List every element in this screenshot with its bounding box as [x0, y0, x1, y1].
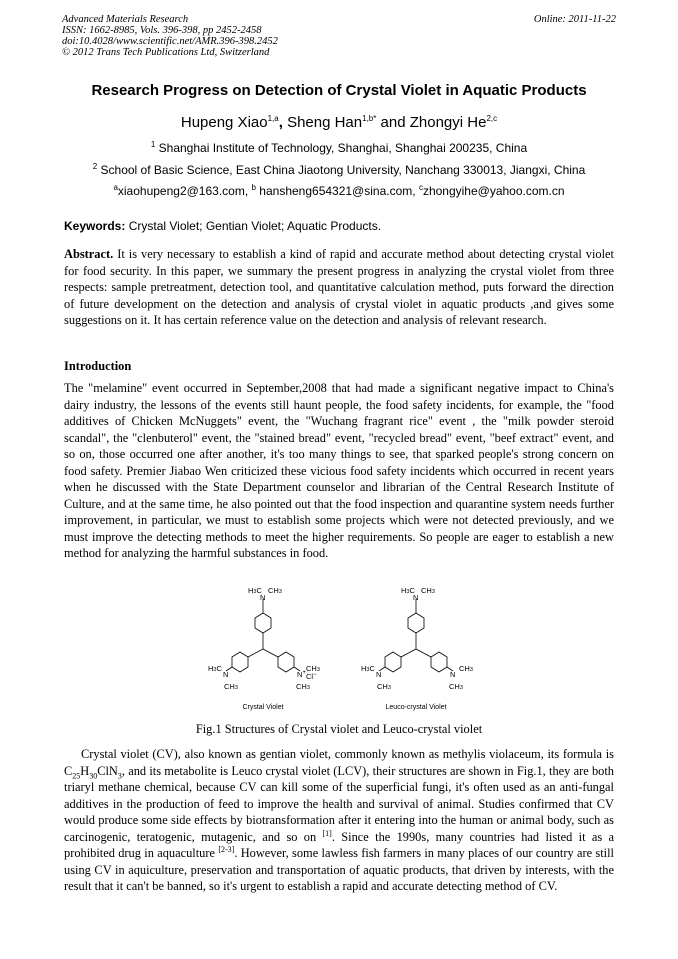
- chem-label: H3C: [361, 664, 375, 673]
- chem-label: N+: [297, 670, 306, 679]
- chem-label: CH3: [306, 664, 320, 673]
- text-run: Crystal violet (CV), also known as gentian violet, commonly known as methylis violaceum, its formula is C: [64, 747, 614, 778]
- aff-sup: 2: [92, 162, 98, 171]
- figure-caption: Fig.1 Structures of Crystal violet and Leuco-crystal violet: [195, 722, 483, 736]
- body-paragraph: [64, 746, 614, 895]
- chem-label: Cl−: [306, 672, 317, 681]
- doi: doi:10.4028/www.scientific.net/AMR.396-398.2452: [62, 36, 278, 47]
- affiliation-2: [40, 163, 638, 177]
- chem-label: N: [413, 593, 419, 602]
- author-name: Zhongyi He: [409, 114, 487, 131]
- figure-label-left: Crystal Violet: [242, 704, 284, 711]
- chem-label: N: [450, 670, 456, 679]
- keywords-text: Crystal Violet; Gentian Violet; Aquatic Products.: [125, 219, 382, 233]
- chem-label: N: [223, 670, 229, 679]
- author-sep: ,: [278, 114, 288, 131]
- section-heading-introduction: Introduction: [64, 359, 132, 373]
- subscript: 3: [117, 770, 122, 780]
- keywords: [64, 219, 614, 233]
- aff-text: Shanghai Institute of Technology, Shanghai, Shanghai 200235, China: [158, 141, 528, 155]
- paper-title: Research Progress on Detection of Crystal Violet in Aquatic Products: [91, 82, 587, 99]
- figure-structures: [196, 585, 486, 715]
- author-and: and: [376, 114, 410, 131]
- text-run: ClN: [97, 763, 118, 778]
- chem-label: H3C: [401, 586, 415, 595]
- chem-label: H3C: [208, 664, 222, 673]
- text-run: . Since the 1990s, many countries had listed it as a prohibited drug in aquaculture: [64, 829, 614, 860]
- abstract-text: It is very necessary to establish a kind of rapid and accurate method about detecting crystal violet for food security. In this paper, we summary the present progress in analyzing the crystal violet from three respects: sample pretreatment, detection tool, and quantitative calculation method, puts forward the direction of future development on the detection and analysis of crystal violet in aquatic products ,and gives some suggestions on it. It has certain reference value on the detection and analysis of relevant research.: [64, 247, 614, 327]
- text-run: . However, some lawless fish farmers in many places of our country are still using CV in aquiculture, preservation and transportation of aquatic products, that driven by interests, with the result that it can't be banned, so it's urgent to establish a rapid and accurate detecting method of CV.: [64, 846, 615, 893]
- author-list: [40, 114, 638, 131]
- author-sup: 1,b*: [362, 114, 377, 123]
- chem-label: H3C: [248, 586, 262, 595]
- copyright: © 2012 Trans Tech Publications Ltd, Switzerland: [62, 47, 270, 58]
- author-sup: 1,a: [267, 114, 279, 123]
- chem-label: N: [376, 670, 382, 679]
- citation: [1]: [322, 828, 332, 838]
- intro-paragraph: The "melamine" event occurred in September,2008 that had made a significant negative impact to China's dairy industry, the lessons of the events still haunt people, the food safety incidents, for example, the "food additives of Chicken McNuggets" event, the "Wuchang fragrant rice" event , the "milk powder steroid scandal", the "clenbuterol" event, the "stained bread" event, "recycled bread" event, "beef extract" event, and so on, those occurred one after another, it's too many things to see, that sparked people's strong concern on food safety. Premier Jiabao Wen criticized these vicious food safety incidents which occurred in recent years when he discussed with the State Department counselor and librarian of the Central Research Institute of Culture, and at the same time, he also pointed out that the food inspection and quarantine system needs further improvement, in particular, we must to establish some projects which were not detected previously, and we must improve the detecting methods to meet the higher requirements. So people are eager to establish a new method for analyzing the harmful substances in food.: [64, 381, 614, 560]
- author-name: Hupeng Xiao: [180, 114, 268, 131]
- abstract: [64, 246, 614, 329]
- aff-sup: b: [251, 183, 256, 192]
- chem-label: N: [260, 593, 266, 602]
- aff-sup: c: [418, 183, 423, 192]
- author-name: Sheng Han: [287, 114, 363, 131]
- chem-label: CH3: [268, 586, 282, 595]
- figure-label-right: Leuco-crystal Violet: [385, 704, 447, 711]
- page-header: [62, 14, 616, 58]
- citation: [2-3]: [218, 844, 235, 854]
- email-c: zhongyihe@yahoo.com.cn: [422, 184, 565, 198]
- aff-sup: a: [113, 183, 118, 192]
- text-run: H: [80, 763, 90, 778]
- affiliation-1: [40, 141, 638, 155]
- chem-label: CH3: [377, 682, 391, 691]
- aff-sup: 1: [150, 140, 156, 149]
- chem-label: CH3: [421, 586, 435, 595]
- chem-label: CH3: [296, 682, 310, 691]
- email-a: xiaohupeng2@163.com,: [117, 184, 252, 198]
- author-sup: 2,c: [486, 114, 498, 123]
- online-date: Online: 2011-11-22: [533, 14, 616, 25]
- abstract-label: Abstract.: [64, 247, 114, 261]
- email-b: hansheng654321@sina.com,: [259, 184, 419, 198]
- subscript: 25: [72, 770, 81, 780]
- subscript: 30: [89, 770, 98, 780]
- chem-label: CH3: [459, 664, 473, 673]
- issn: ISSN: 1662-8985, Vols. 396-398, pp 2452-2458: [62, 25, 262, 36]
- email-line: [40, 184, 638, 198]
- keywords-label: Keywords:: [64, 219, 126, 233]
- aff-text: School of Basic Science, East China Jiaotong University, Nanchang 330013, Jiangxi, China: [100, 163, 586, 177]
- journal-name: Advanced Materials Research: [62, 14, 189, 25]
- text-run: , and its metabolite is Leuco crystal violet (LCV), their structures are shown in Fig.1, they are both triaryl methane chemical, because CV can kill some of the superficial fungi, it's often used as an anti-fungal additives in the production of feed to improve the health and survival of animal. Studies confirmed that CV would produce some side effects by biotransformation after it entering into the human or animal body, such as carcinogenic, teratogenic, mutagenic, and so on: [64, 763, 614, 844]
- chem-label: CH3: [449, 682, 463, 691]
- chemical-structures: [196, 585, 486, 715]
- chem-label: CH3: [224, 682, 238, 691]
